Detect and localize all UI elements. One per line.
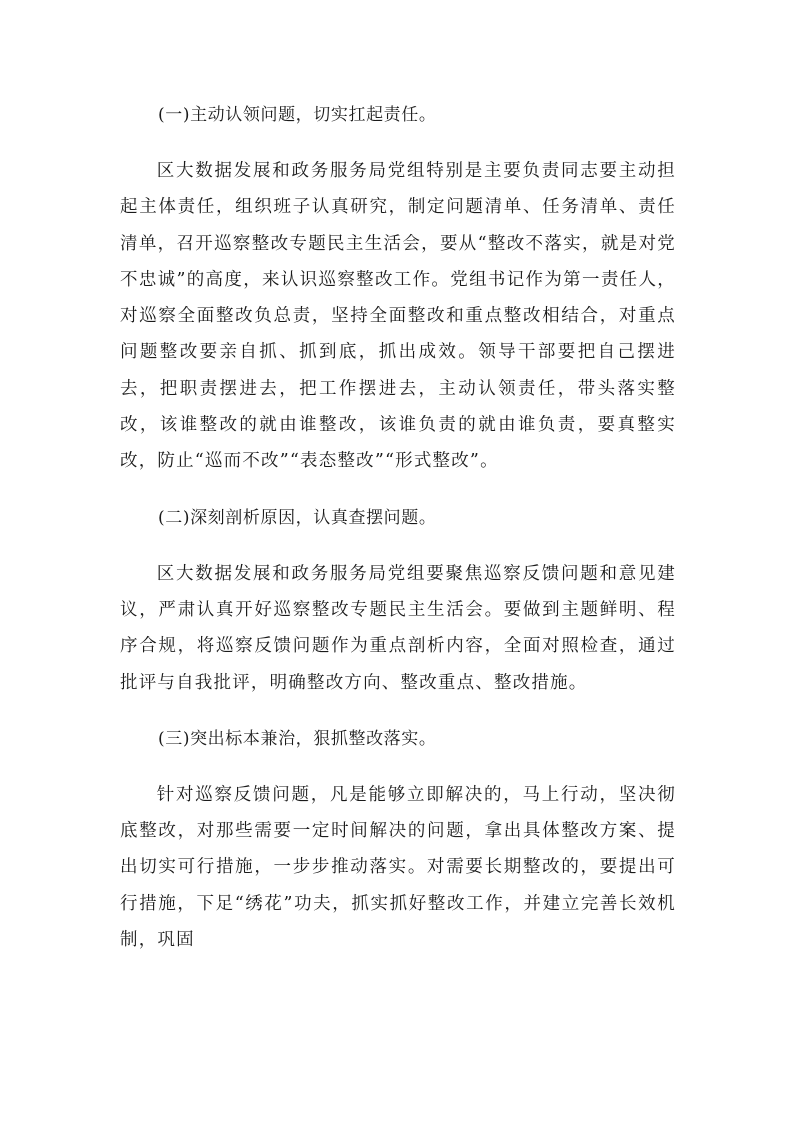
document-page <box>120 98 676 958</box>
section-heading-2: (二)深刻剖析原因，认真查摆问题。 <box>158 507 437 528</box>
section-heading-3: (三)突出标本兼治，狠抓整改落实。 <box>158 728 437 749</box>
section-paragraph-1: 区大数据发展和政务服务局党组特别是主要负责同志要主动担起主体责任，组织班子认真研究，制定问题清单、任务清单、责任清单，召开巡察整改专题民主生活会，要从“整改不落实，就是对党不忠诚”的高度，来认识巡察整改工作。党组书记作为第一责任人，对巡察全面整改负总责，坚持全面整改和重点整改相结合，对重点问题整改要亲自抓、抓到底，抓出成效。领导干部要把自己摆进去，把职责摆进去，把工作摆进去，主动认领责任，带头落实整改，该谁整改的就由谁整改，该谁负责的就由谁负责，要真整实改，防止“巡而不改”“表态整改”“形式整改”。 <box>120 161 676 472</box>
section-paragraph-2: 区大数据发展和政务服务局党组要聚焦巡察反馈问题和意见建议，严肃认真开好巡察整改专题民主生活会。要做到主题鲜明、程序合规，将巡察反馈问题作为重点剖析内容，全面对照检查，通过批评与自我批评，明确整改方向、整改重点、整改措施。 <box>120 563 676 693</box>
section-paragraph-3: 针对巡察反馈问题，凡是能够立即解决的，马上行动，坚决彻底整改，对那些需要一定时间解决的问题，拿出具体整改方案、提出切实可行措施，一步步推动落实。对需要长期整改的，要提出可行措施，下足“绣花”功夫，抓实抓好整改工作，并建立完善长效机制，巩固 <box>120 784 676 951</box>
section-heading-1: (一)主动认领问题，切实扛起责任。 <box>158 105 437 125</box>
